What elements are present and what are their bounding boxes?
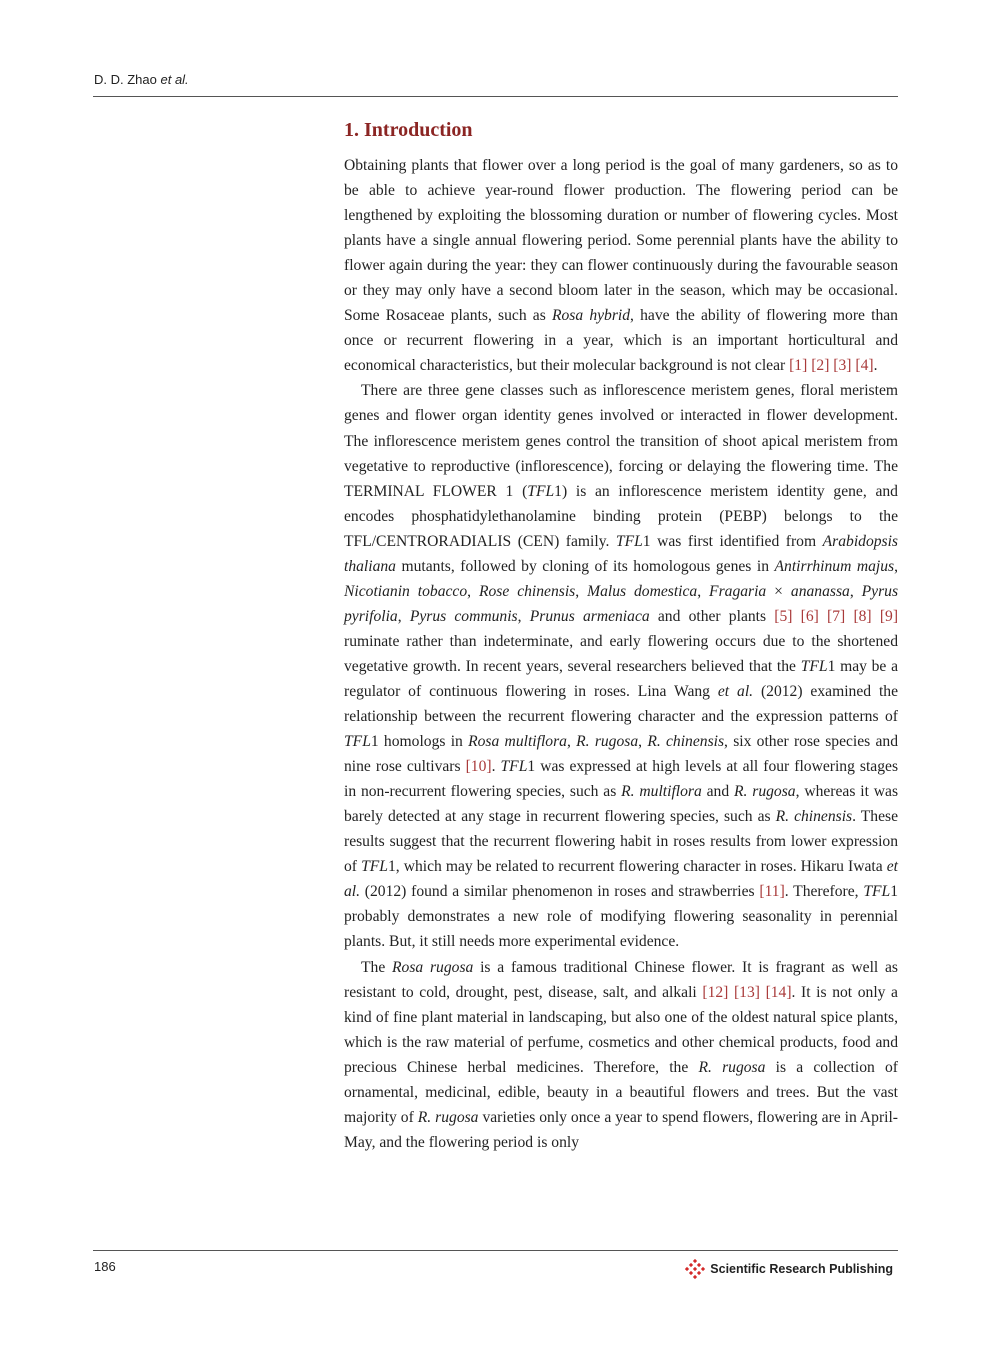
publisher-name: Scientific Research Publishing bbox=[710, 1262, 893, 1276]
gene-name: TFL bbox=[361, 858, 388, 876]
species-name: R. chinensis bbox=[775, 808, 853, 826]
text-run: is a famous traditional Chinese flower. It is fragrant as well as resistant to cold, drought, pest, disease, salt, and alkali bbox=[344, 958, 898, 1001]
text-run: varieties only once a year to spend flowers, flowering are in April-May, and the flowering period is only bbox=[344, 1108, 898, 1151]
species-name: ananassa bbox=[790, 582, 850, 600]
header-rule bbox=[93, 96, 898, 97]
gene-name: TFL bbox=[800, 657, 828, 675]
citation-link[interactable]: [11] bbox=[759, 883, 785, 901]
text-run: , six other rose species and nine rose cultivars bbox=[344, 733, 899, 776]
citation-link[interactable]: [13] bbox=[733, 983, 760, 1001]
gene-name: TFL bbox=[863, 883, 891, 901]
species-name: Nicotianin tobacco bbox=[344, 582, 468, 600]
citation-link[interactable]: [4] bbox=[855, 357, 874, 375]
citation-link[interactable]: [9] bbox=[879, 607, 899, 625]
text-run: 1, which may be related to recurrent flowering character in roses. Hikaru Iwata bbox=[387, 858, 887, 876]
citation-link[interactable]: [8] bbox=[853, 607, 872, 625]
species-name: Rose chinensis bbox=[478, 582, 576, 600]
author-names: D. D. Zhao bbox=[94, 72, 157, 87]
text-run: (2012) found a similar phenomenon in roses and strawberries bbox=[360, 883, 760, 901]
species-name: Pyrus pyrifolia bbox=[344, 582, 899, 625]
running-head bbox=[94, 72, 189, 87]
et-al: et al. bbox=[160, 72, 189, 87]
text-run: 1 was expressed at high levels at all four flowering stages in non-recurrent flowering species, such as bbox=[344, 758, 899, 801]
gene-name: TFL bbox=[344, 733, 371, 751]
species-name: Rosa rugosa bbox=[392, 958, 474, 976]
paragraph-3 bbox=[344, 955, 898, 1155]
body-text bbox=[344, 153, 898, 1155]
citation-link[interactable]: [2] bbox=[811, 357, 830, 375]
citation-link[interactable]: [10] bbox=[465, 758, 492, 776]
et-al: et al. bbox=[344, 858, 898, 901]
species-name: Rosa hybrid bbox=[551, 307, 631, 325]
footer-rule bbox=[93, 1250, 898, 1251]
text-run: 1 may be a regulator of continuous flowering in roses. Lina Wang bbox=[344, 657, 898, 700]
text-run: 1) is an inflorescence meristem identity gene, and encodes phosphatidylethanolamine binding protein (PEBP) belongs to the TFL/CENTRORADIALIS (CEN) family. bbox=[344, 482, 898, 550]
text-run: (2012) examined the relationship between the recurrent flowering character and the expression patterns of bbox=[344, 682, 898, 726]
text-run: , whereas it was barely detected at any stage in recurrent flowering species, such as bbox=[344, 783, 899, 826]
text-run: Obtaining plants that flower over a long period is the goal of many gardeners, so as to be able to achieve year-round flower production. The flowering period can be lengthened by exploiting the blossoming duration or number of flowering cycles. Most plants have a single annual flowering period. Some perennial plants have the ability to flower again during the year: they can flower continuously during the favourable season or they may only have a second bloom later in the season, which may be occasional. Some Rosaceae plants, such as bbox=[344, 157, 898, 325]
species-name: Antirrhinum majus bbox=[774, 557, 895, 575]
text-run: is a collection of ornamental, medicinal, edible, beauty in a beautiful flowers and trees. But the vast majority of bbox=[344, 1058, 899, 1126]
paragraph-1: Obtaining plants that flower over a long period is the goal of many gardeners, so as to be able to achieve year-round flower production. The flowering period can be lengthened by exploiting the blossoming duration or number of flowering cycles. Most plants have a single annual flowering period. Some perennial plants have the ability to flower again during the year: they can flower continuously during the favourable season or they may only have a second bloom later in the season, which may be occasional. Some Rosaceae plants, such as Rosa hybrid, have the ability of flowering more than once or recurrent flowering in a year, which is an important horticultural and economical characteristics, but their molecular background is not clear [1] [2] [3] [4]. bbox=[344, 157, 898, 375]
species-name: R. chinensis bbox=[647, 733, 725, 751]
text-run: , have the ability of flowering more than once or recurrent flowering in a year, which is an important horticultural and economical characteristics, but their molecular background is not clear bbox=[344, 307, 898, 375]
text-run: . These results suggest that the recurrent flowering habit in roses results from lower expression of bbox=[344, 808, 899, 876]
text-run: There are three gene classes such as inflorescence meristem genes, floral meristem genes and flower organ identity genes involved or interacted in flower development. The inflorescence meristem genes control the transition of shoot apical meristem from vegetative to reproductive (inflorescence), forcing or delaying the flowering time. The TERMINAL FLOWER 1 ( bbox=[344, 382, 898, 500]
text-run: 1 was first identified from bbox=[642, 532, 823, 550]
species-name: Arabidopsis thaliana bbox=[344, 532, 899, 575]
gene-name: TFL bbox=[500, 758, 528, 776]
text-run: . It is not only a kind of fine plant material in landscaping, but also one of the oldest natural spice plants, which is the raw material of perfume, cosmetics and other chemical products, food and precious Chinese herbal medicines. Therefore, the bbox=[344, 983, 898, 1076]
section-title: 1. Introduction bbox=[344, 119, 473, 141]
paragraph-2: There are three gene classes such as inflorescence meristem genes, floral meristem genes and flower organ identity genes involved or interacted in flower development. The inflorescence meristem genes control the transition of shoot apical meristem from vegetative to reproductive (inflorescence), forcing or delaying the flowering time. The TERMINAL FLOWER 1 (TFL1) is an inflorescence meristem identity gene, and encodes phosphatidylethanolamine binding protein (PEBP) belongs to the TFL/CENTRORADIALIS (CEN) family. TFL1 was first identified from Arabidopsis thaliana mutants, followed by cloning of its homologous genes in Antirrhinum majus, Nicotianin tobacco, Rose chinensis, Malus domestica, Fragaria × ananassa, Pyrus pyrifolia, Pyrus communis, Prunus armeniaca and other plants [5] [6] [7] [8] [9] ruminate rather than indeterminate, and early flowering occurs due to the shortened vegetative growth. In recent years, several researchers believed that the TFL1 may be a regulator of continuous flowering in roses. Lina Wang et al. (2012) examined the relationship between the recurrent flowering character and the expression patterns of TFL1 homologs in Rosa multiflora, R. rugosa, R. chinensis, six other rose species and nine rose cultivars [10]. TFL1 was expressed at high levels at all four flowering stages in non-recurrent flowering species, such as R. multiflora and R. rugosa, whereas it was barely detected at any stage in recurrent flowering species, such as R. chinensis. These results suggest that the recurrent flowering habit in roses results from lower expression of TFL1, which may be related to recurrent flowering character in roses. Hikaru Iwata et al. (2012) found a similar phenomenon in roses and strawberries [11]. Therefore, TFL1 probably demonstrates a new role of modifying flowering seasonality in perennial plants. But, it still needs more experimental evidence. bbox=[344, 382, 899, 951]
citation-link[interactable]: [6] bbox=[800, 607, 819, 625]
species-name: Malus domestica bbox=[587, 582, 698, 600]
citation-link[interactable]: [14] bbox=[765, 983, 792, 1001]
species-name: Fragaria bbox=[709, 582, 767, 600]
text-run: . Therefore, bbox=[784, 883, 864, 901]
citation-link[interactable]: [12] bbox=[702, 983, 729, 1001]
text-run: 1 probably demonstrates a new role of modifying flowering seasonality in perennial plants. But, it still needs more experimental evidence. bbox=[344, 883, 898, 951]
species-name: Prunus armeniaca bbox=[529, 607, 650, 625]
species-name: Pyrus communis bbox=[409, 607, 518, 625]
citation-link[interactable]: [5] bbox=[774, 607, 793, 625]
text-run: mutants, followed by cloning of its homologous genes in bbox=[395, 557, 775, 575]
gene-name: TFL bbox=[527, 482, 555, 500]
citation-link[interactable]: [7] bbox=[827, 607, 846, 625]
species-name: R. multiflora bbox=[621, 783, 702, 801]
text-run: The bbox=[361, 958, 393, 976]
publisher-mark-icon bbox=[685, 1259, 705, 1279]
species-name: R. rugosa bbox=[734, 783, 796, 801]
species-name: R. rugosa bbox=[576, 733, 639, 751]
gene-name: TFL bbox=[615, 532, 643, 550]
text-run: ruminate rather than indeterminate, and early flowering occurs due to the shortened vegetative growth. In recent years, several researchers believed that the bbox=[344, 632, 898, 675]
publisher-logo bbox=[685, 1259, 893, 1279]
et-al: et al. bbox=[717, 682, 754, 700]
page-number: 186 bbox=[94, 1259, 116, 1274]
text-run: 1 homologs in bbox=[370, 733, 469, 751]
species-name: R. rugosa bbox=[417, 1108, 479, 1126]
species-name: R. rugosa bbox=[698, 1058, 766, 1076]
citation-link[interactable]: [3] bbox=[833, 357, 852, 375]
species-name: Rosa multiflora bbox=[468, 733, 567, 751]
text-run: and other plants bbox=[649, 607, 775, 625]
citation-link[interactable]: [1] bbox=[789, 357, 808, 375]
